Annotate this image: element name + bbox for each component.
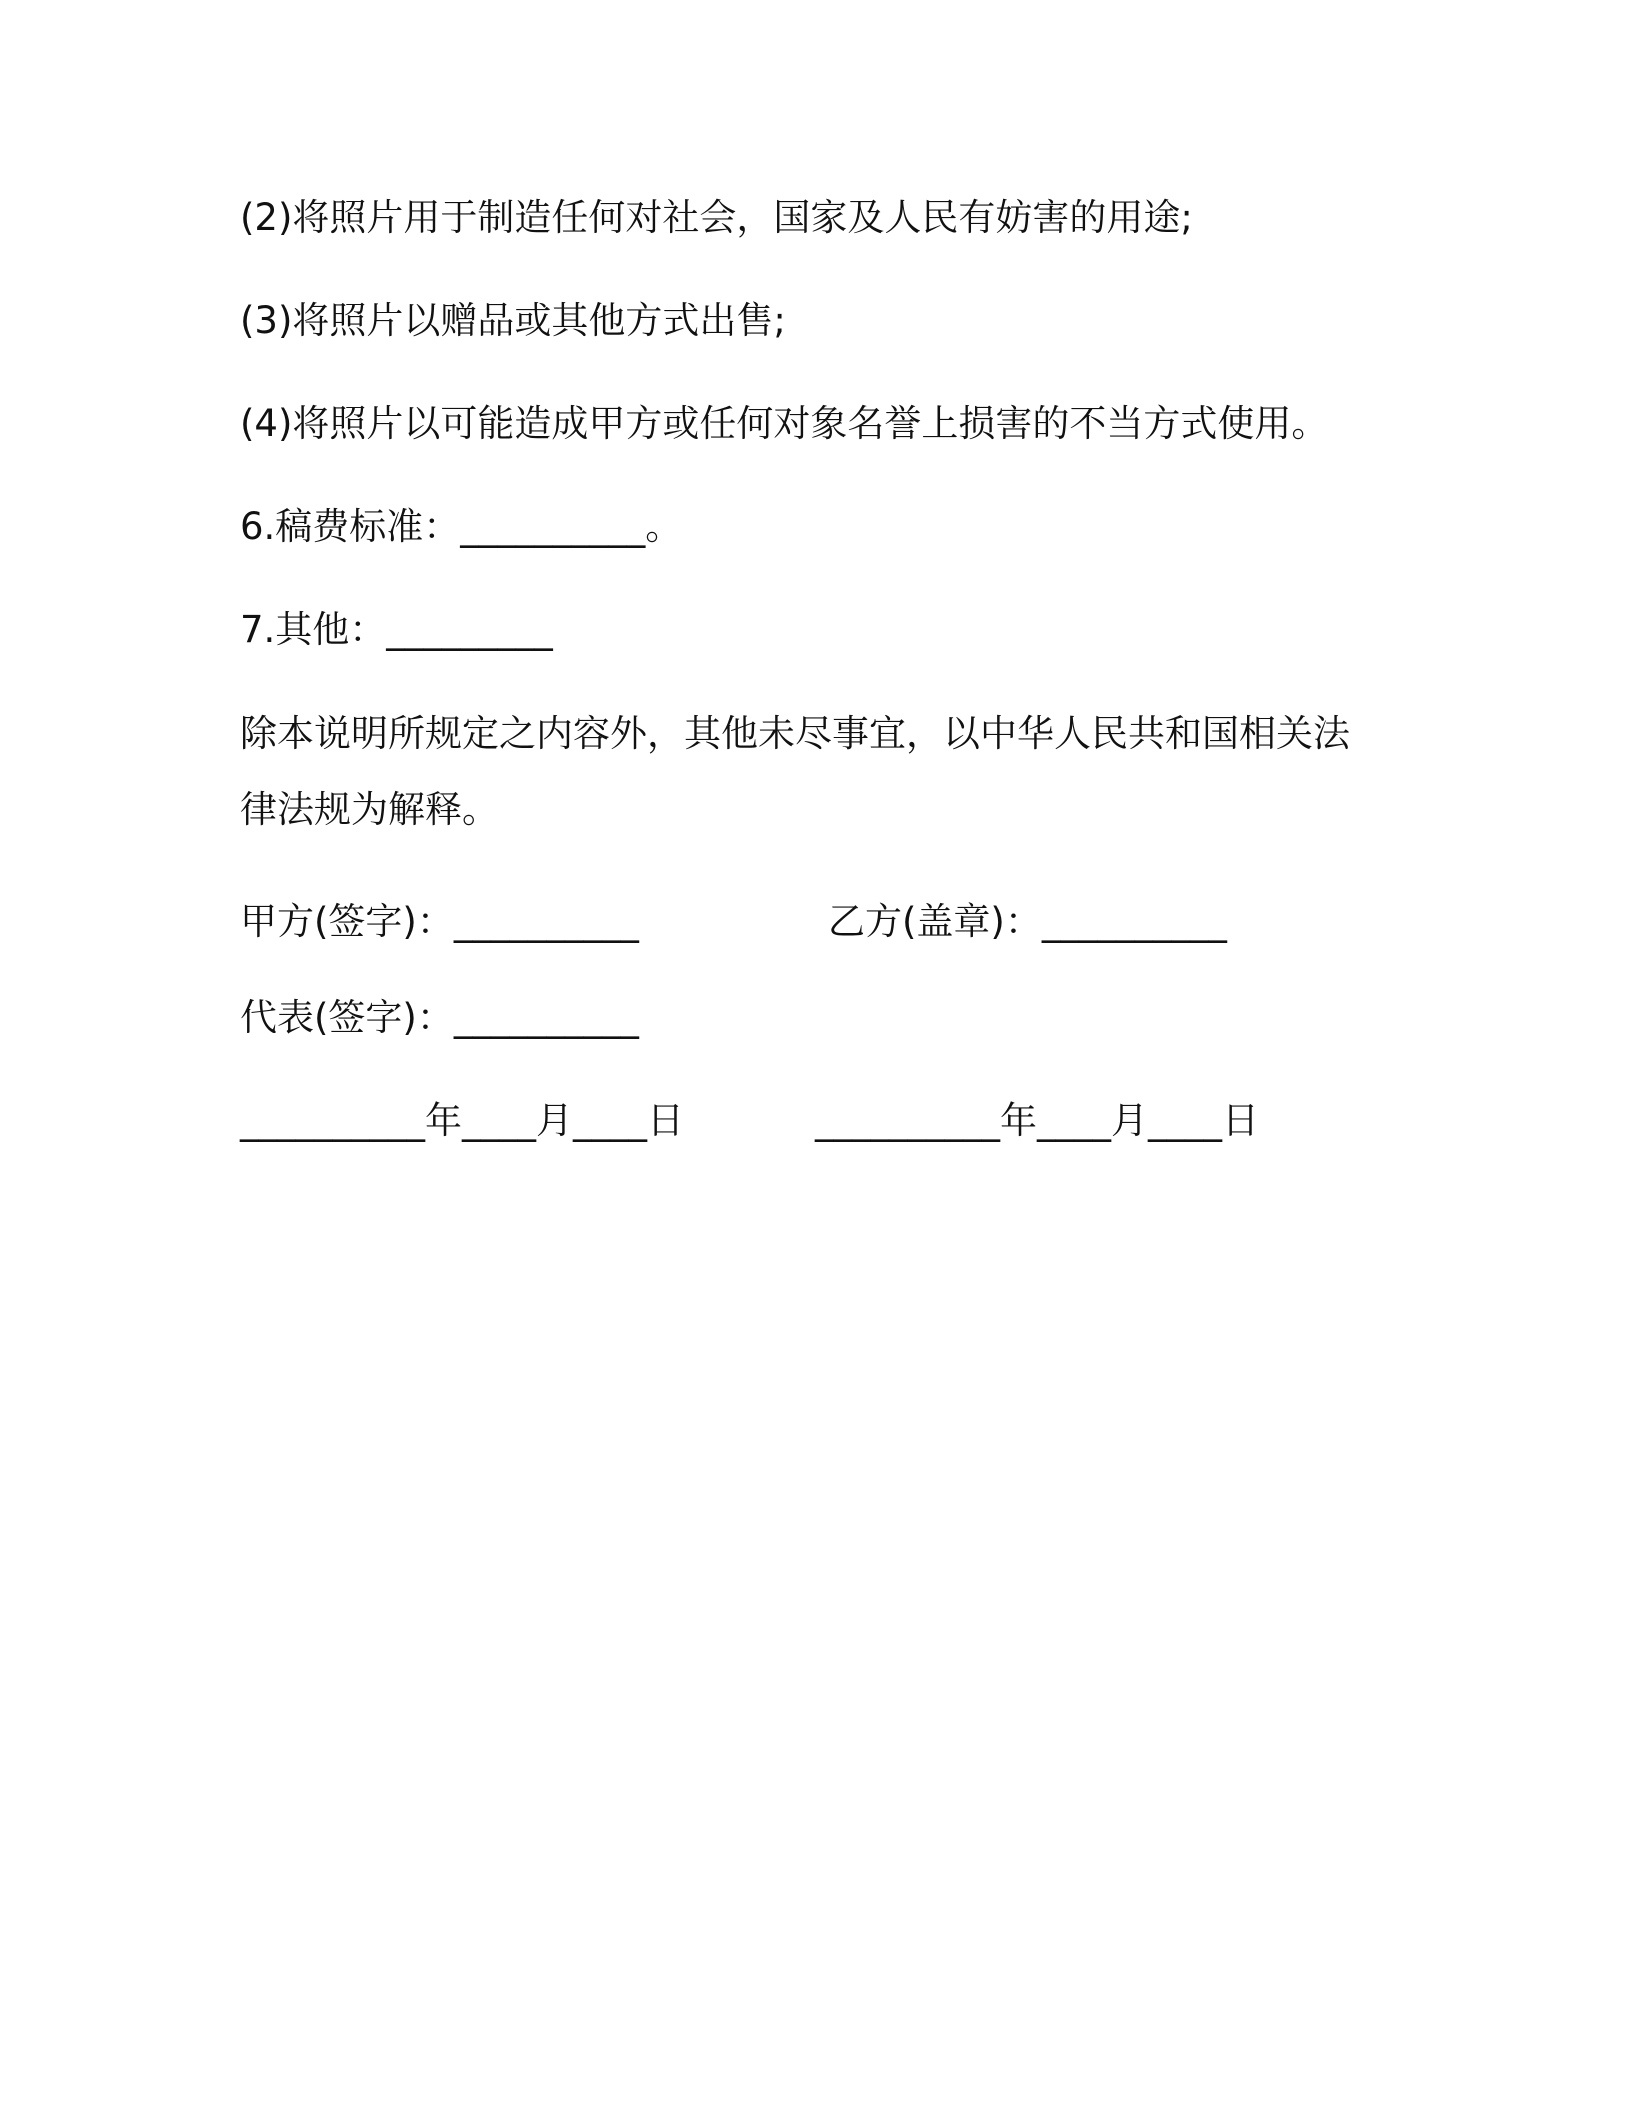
clause-item-2: (2)将照片用于制造任何对社会，国家及人民有妨害的用途; — [240, 196, 1193, 239]
other-terms-line: 7.其他：_________ — [240, 608, 553, 651]
representative-signature-line: 代表(签字)：__________ — [240, 996, 639, 1039]
clause-item-3: (3)将照片以赠品或其他方式出售; — [240, 299, 786, 342]
closing-paragraph-line-1: 除本说明所规定之内容外，其他未尽事宜，以中华人民共和国相关法 — [240, 712, 1350, 755]
clause-item-4: (4)将照片以可能造成甲方或任何对象名誉上损害的不当方式使用。 — [240, 402, 1329, 445]
fee-standard-line: 6.稿费标准：__________。 — [240, 505, 683, 548]
party-a-date-line: __________年____月____日 — [240, 1099, 684, 1142]
party-a-signature-line: 甲方(签字)：__________ — [240, 900, 639, 943]
party-b-date-line: __________年____月____日 — [815, 1099, 1259, 1142]
closing-paragraph-line-2: 律法规为解释。 — [240, 788, 499, 831]
party-b-seal-line: 乙方(盖章)：__________ — [828, 900, 1227, 943]
